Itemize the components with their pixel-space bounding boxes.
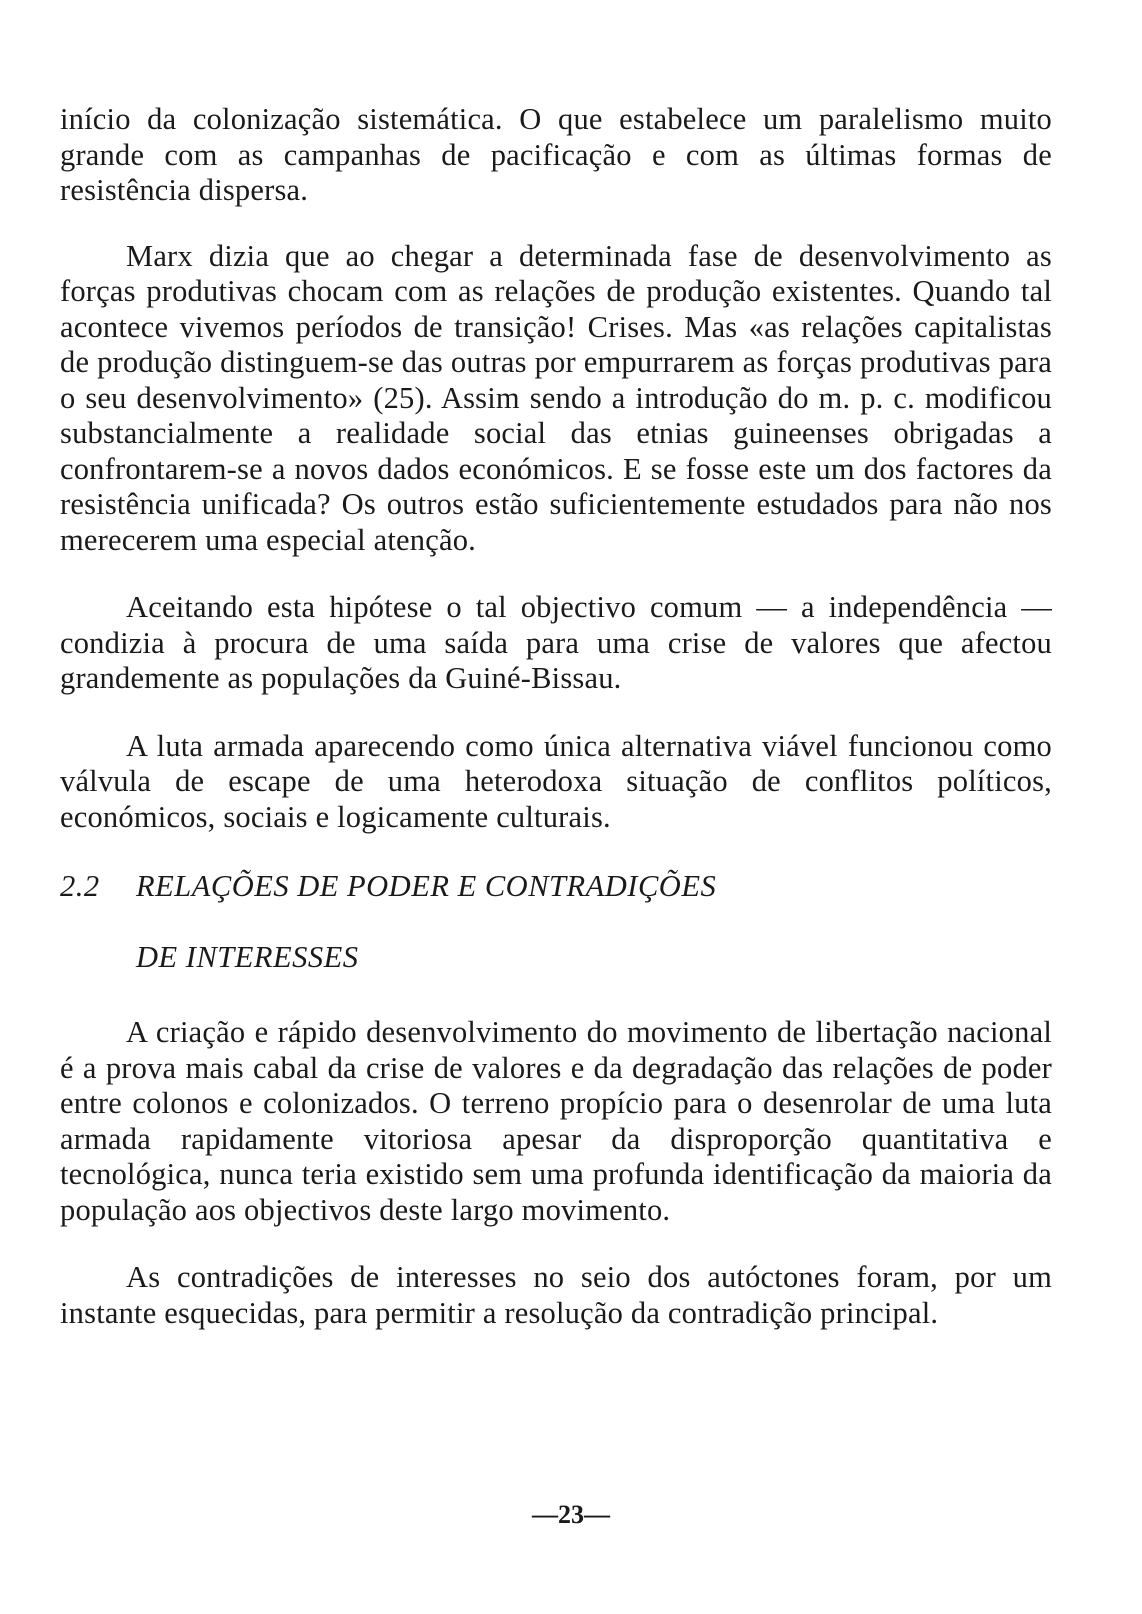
paragraph-marx: Marx dizia que ao chegar a determinada fase de desenvolvimento as forças produtivas chocam com as relações de produção existentes. Quando tal acontece vivemos períodos de transição! Crises. Mas «as relações capitalistas de produção distinguem-se das outras por empurrarem as forças produtivas para o seu desenvolvimento» (25). Assim sendo a introdução do m. p. c. modificou substancialmente a realidade social das etnias guineenses obrigadas a confrontarem-se a novos dados económicos. E se fosse este um dos factores da resistência unificada? Os outros estão suficientemente estudados para não nos merecerem uma especial atenção. [60, 238, 1052, 557]
page-body [60, 102, 1052, 1331]
section-number: 2.2 [60, 869, 100, 903]
paragraph-liberation-movement: A criação e rápido desenvolvimento do movimento de libertação nacional é a prova mais cabal da crise de valores e da degradação das relações de poder entre colonos e colonizados. O terreno propício para o desenrolar de uma luta armada rapidamente vitoriosa apesar da disproporção quantitativa e tecnológica, nunca teria existido sem uma profunda identificação da maioria da população aos objectivos deste largo movimento. [60, 1015, 1052, 1227]
section-heading [60, 869, 1052, 904]
paragraph-armed-struggle: A luta armada aparecendo como única alternativa viável funcionou como válvula de escape de uma heterodoxa situação de conflitos políticos, económicos, sociais e logicamente culturais. [60, 728, 1052, 834]
section-title-line1: RELAÇÕES DE PODER E CONTRADIÇÕES [136, 869, 717, 903]
paragraph-continuation: início da colonização sistemática. O que estabelece um paralelismo muito grande com as campanhas de pacificação e com as últimas formas de resistência dispersa. [60, 102, 1052, 207]
section-title-line2: DE INTERESSES [136, 940, 359, 974]
paragraph-contradictions: As contradições de interesses no seio dos autóctones foram, por um instante esquecidas, para permitir a resolução da contradição principal. [60, 1260, 1052, 1330]
page-number: —23— [532, 1500, 610, 1529]
paragraph-hypothesis: Aceitando esta hipótese o tal objectivo comum — a independência — condizia à procura de uma saída para uma crise de valores que afectou grandemente as populações da Guiné-Bissau. [60, 590, 1052, 695]
